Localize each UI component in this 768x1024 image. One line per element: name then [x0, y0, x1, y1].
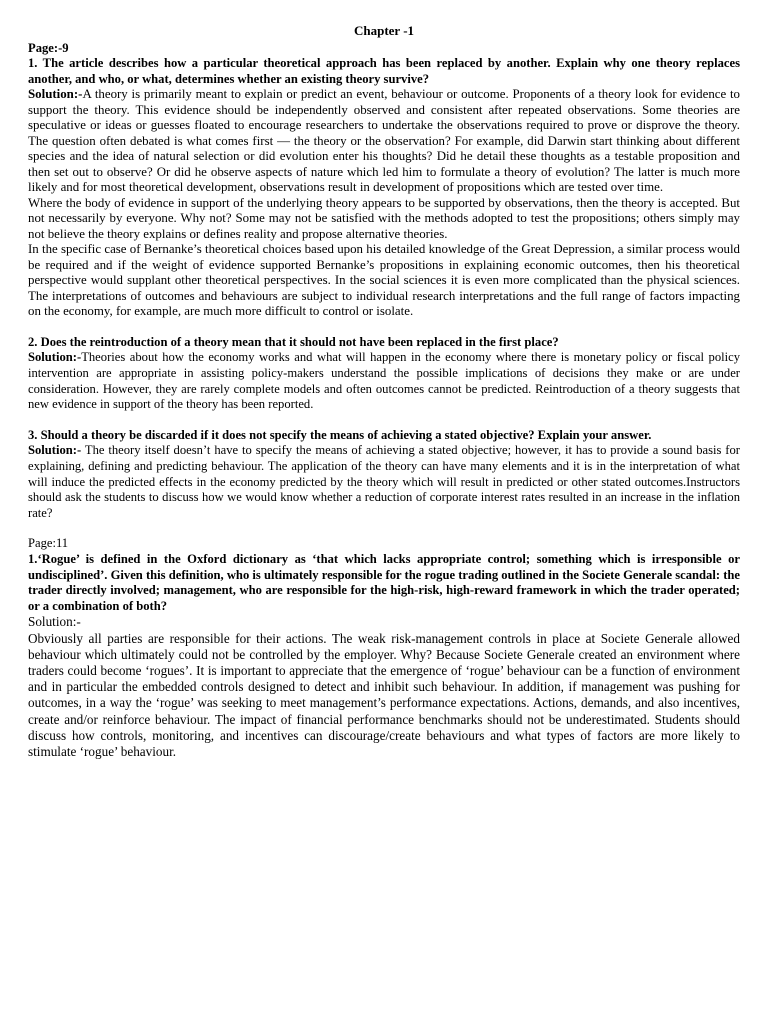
- solution-label: Solution:-: [28, 350, 82, 365]
- solution-text: A theory is primarily meant to explain or predict an event, behaviour or outcome. Proponents of a theory look for evidence to support the theory. This evidence should be independently observed and consistent after repeated observations. Some theories are speculative or ideas or guesses floated to encourage researchers to undertake the observations required to prove or disprove the theory. The question often debated is what comes first — the theory or the observation? For example, did Darwin start thinking about different species and the idea of natural selection or did evolution enter his thoughts? Did he detail these thoughts as a testable proposition and then set out to observe? Or did he observe aspects of nature which led him to formulate a theory of evolution? The latter is much more likely and for most theoretical development, observations result in development of propositions which are tested over time.: [28, 87, 740, 195]
- solution-paragraph: [28, 443, 740, 521]
- question-heading: 3. Should a theory be discarded if it does not specify the means of achieving a stated objective? Explain your answer.: [28, 427, 652, 442]
- solution-label: Solution:-: [28, 614, 81, 630]
- page-label: Page:-9: [28, 40, 69, 55]
- solution-paragraph: [28, 87, 740, 196]
- chapter-title: Chapter -1: [353, 23, 415, 38]
- solution-block: [28, 443, 740, 521]
- page-label: Page:11: [28, 536, 69, 551]
- solution-label: Solution:-: [28, 87, 83, 102]
- solution-block: [28, 350, 740, 412]
- solution-text: Theories about how the economy works and what will happen in the economy where there is monetary policy or fiscal policy intervention are appropriate in assisting policy-makers understand the possible implications of decisions they make or are under consideration. However, they are rarely complete models and often outcomes cannot be predicted. Reintroduction of a theory suggests that new evidence in support of the theory has been reported.: [28, 350, 740, 412]
- question-heading: 2. Does the reintroduction of a theory mean that it should not have been replaced in the first place?: [28, 334, 559, 349]
- solution-text: The theory itself doesn’t have to specify the means of achieving a stated objective; however, it has to provide a sound basis for explaining, defining and predicting behaviour. The application of the theory can have many elements and it is in the interpretation of what will induce the predicted effects in the economy predicted by the theory which will result in predicted or other stated outcomes.Instructors should ask the students to discuss how we would know whether a reduction of corporate interest rates resulted in an increase in the inflation rate?: [28, 443, 740, 520]
- question-heading: 1.‘Rogue’ is defined in the Oxford dictionary as ‘that which lacks appropriate control; something which is irresponsible or undisciplined’. Given this definition, who is ultimately responsible for the rogue trading outlined in the Societe Generale scandal: the trader directly involved; management, who are responsible for the high-risk, high-reward framework in which the trader operated; or a combination of both?: [28, 552, 740, 613]
- question-heading: 1. The article describes how a particular theoretical approach has been replaced by another. Explain why one theory replaces another, and who, or what, determines whether an existing theory survive?: [28, 56, 740, 86]
- solution-label: Solution:-: [28, 443, 82, 458]
- solution-paragraph: In the specific case of Bernanke’s theoretical choices based upon his detailed knowledge of the Great Depression, a similar process would be required and if the weight of evidence supported Bernanke’s propositions in explaining economic outcomes, then his theoretical perspective would supplant other theoretical perspectives. In the social sciences it is even more complicated than the physical sciences. The interpretations of outcomes and behaviours are subject to individual research interpretations and the full range of factors impacting on the economy, for example, are much more difficult to control or isolate.: [28, 242, 740, 319]
- solution-paragraph: Where the body of evidence in support of the underlying theory appears to be supported by observations, then the theory is accepted. But not necessarily by everyone. Why not? Some may not be satisfied with the methods adopted to test the propositions; others simply may not believe the theory explains or defines reality and propose alternative theories.: [28, 195, 740, 241]
- solution-block: [28, 614, 740, 760]
- solution-block: [28, 87, 740, 320]
- solution-paragraph: [28, 350, 740, 412]
- solution-paragraph: Obviously all parties are responsible for their actions. The weak risk-management controls in place at Societe Generale allowed behaviour which ultimately could not be controlled by the employer. Why? Because Societe Generale created an environment where traders could become ‘rogues’. It is important to appreciate that the emergence of ‘rogue’ behaviour can be a function of environment and in particular the embedded controls designed to detect and inhibit such behaviour. In addition, if management was pushing for outcomes, in a way the ‘rogue’ was seeking to meet management’s performance expectations. Actions, demands, and also incentives, create and/or reinforce behaviour. The impact of financial performance benchmarks should not be underestimated. Students should discuss how controls, monitoring, and incentives can discourage/create behaviours and what types of factors are more likely to stimulate ‘rogue’ behaviour.: [28, 630, 740, 759]
